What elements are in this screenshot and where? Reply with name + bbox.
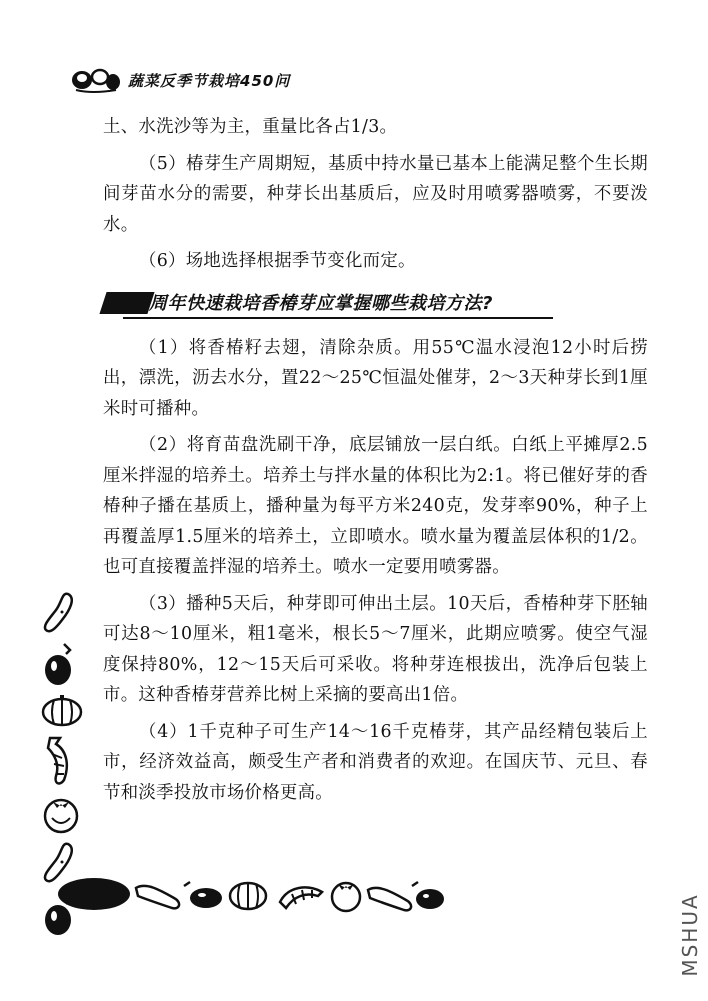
cucumber-icon — [136, 886, 179, 908]
paragraph: （6）场地选择根据季节变化而定。 — [139, 251, 416, 271]
pumpkin-icon — [40, 694, 84, 728]
cucumber-icon — [368, 888, 411, 910]
blob-icon — [58, 878, 130, 910]
watermark-text: MSHUA — [678, 893, 702, 977]
body-text — [103, 112, 648, 814]
tomato-icon — [40, 794, 82, 834]
eggplant-icon — [40, 642, 80, 688]
tomato-icon — [332, 883, 360, 911]
bottom-decoration — [56, 872, 446, 920]
section-heading — [103, 287, 648, 319]
page-header — [70, 64, 490, 96]
paragraph: （2）将育苗盘洗刷干净，底层铺放一层白纸。白纸上平摊厚2.5厘米拌湿的培养土。培养土与拌水量的体积比为2:1。将已催好芽的香椿种子播在基质上，播种量为每平方米240克，发芽率90%，种子上再覆盖厚1.5厘米的培养土，立即喷水。喷水量为覆盖层体积的1/2。也可直接覆盖拌湿的培养土。喷水一定要用喷雾器。 — [103, 435, 648, 577]
watermark — [678, 880, 702, 990]
pumpkin-icon — [230, 883, 266, 909]
heading-marker — [99, 292, 154, 314]
bottom-decoration-strip — [56, 872, 446, 916]
heading-underline — [123, 317, 553, 319]
header-title: 蔬菜反季节栽培450问 — [128, 72, 291, 90]
chili-icon — [40, 734, 80, 788]
eggplant-icon — [184, 882, 222, 908]
cucumber-icon — [40, 590, 80, 636]
paragraph: 土、水洗沙等为主，重量比各占1/3。 — [103, 117, 398, 137]
chili-icon — [280, 887, 322, 908]
paragraph: （3）播种5天后，种芽即可伸出土层。10天后，香椿种芽下胚轴可达8～10厘米，粗1毫米，根长5～7厘米，此期应喷雾。使空气湿度保持80%，12～15天后可采收。将种芽连根拔出，洗净后包装上市。这种香椿芽营养比树上采摘的要高出1倍。 — [103, 593, 648, 705]
vegetable-logo-icon — [70, 64, 122, 94]
eggplant-icon — [412, 882, 444, 909]
section-heading-text: 周年快速栽培香椿芽应掌握哪些栽培方法? — [149, 292, 493, 314]
paragraph: （5）椿芽生产周期短，基质中持水量已基本上能满足整个生长期间芽苗水分的需要，种芽长出基质后，应及时用喷雾器喷雾，不要泼水。 — [103, 153, 648, 235]
paragraph: （4）1千克种子可生产14～16千克椿芽，其产品经精包装后上市，经济效益高，颇受生产者和消费者的欢迎。在国庆节、元旦、春节和淡季投放市场价格更高。 — [103, 721, 648, 803]
paragraph: （1）将香椿籽去翅，清除杂质。用55℃温水浸泡12小时后捞出，漂洗，沥去水分，置22～25℃恒温处催芽，2～3天种芽长到1厘米时可播种。 — [103, 337, 648, 419]
